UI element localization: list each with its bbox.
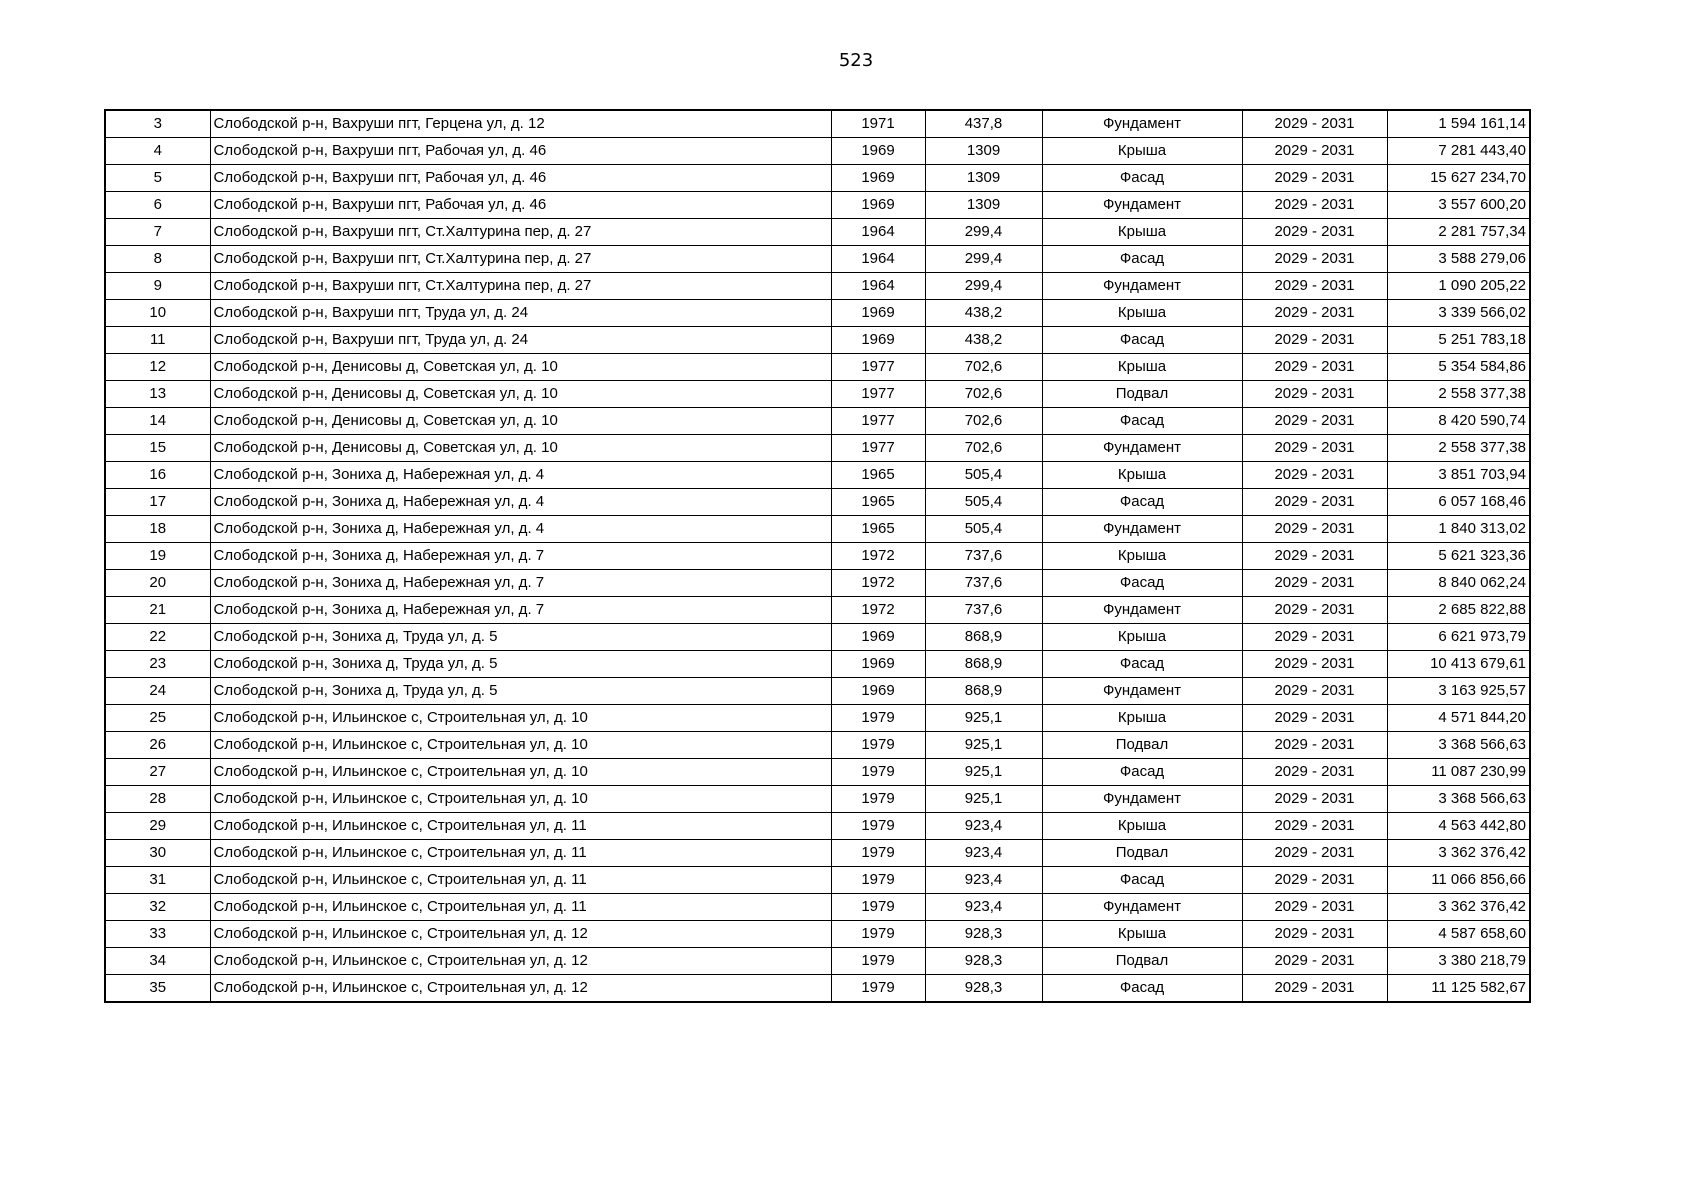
work-type-cell: Фасад (1042, 489, 1242, 516)
address-cell: Слободской р-н, Ильинское с, Строительная ул, д. 12 (210, 975, 831, 1003)
area-cell: 928,3 (925, 975, 1042, 1003)
table-row (105, 408, 1530, 435)
address-cell: Слободской р-н, Зониха д, Набережная ул, д. 4 (210, 516, 831, 543)
cost-cell: 10 413 679,61 (1387, 651, 1530, 678)
period-cell: 2029 - 2031 (1242, 273, 1387, 300)
address-cell: Слободской р-н, Вахруши пгт, Труда ул, д. 24 (210, 300, 831, 327)
work-type-cell: Фасад (1042, 570, 1242, 597)
area-cell: 923,4 (925, 867, 1042, 894)
period-cell: 2029 - 2031 (1242, 813, 1387, 840)
period-cell: 2029 - 2031 (1242, 138, 1387, 165)
repair-schedule-table (104, 109, 1531, 1003)
address-cell: Слободской р-н, Вахруши пгт, Труда ул, д. 24 (210, 327, 831, 354)
address-cell: Слободской р-н, Денисовы д, Советская ул, д. 10 (210, 435, 831, 462)
area-cell: 299,4 (925, 246, 1042, 273)
row-number-cell: 26 (105, 732, 210, 759)
address-cell: Слободской р-н, Ильинское с, Строительная ул, д. 10 (210, 786, 831, 813)
period-cell: 2029 - 2031 (1242, 624, 1387, 651)
cost-cell: 7 281 443,40 (1387, 138, 1530, 165)
area-cell: 923,4 (925, 894, 1042, 921)
work-type-cell: Фундамент (1042, 516, 1242, 543)
address-cell: Слободской р-н, Зониха д, Набережная ул, д. 4 (210, 489, 831, 516)
build-year-cell: 1969 (831, 624, 925, 651)
table-row (105, 354, 1530, 381)
table-row (105, 300, 1530, 327)
address-cell: Слободской р-н, Зониха д, Набережная ул, д. 7 (210, 597, 831, 624)
work-type-cell: Крыша (1042, 624, 1242, 651)
address-cell: Слободской р-н, Ильинское с, Строительная ул, д. 10 (210, 705, 831, 732)
row-number-cell: 19 (105, 543, 210, 570)
work-type-cell: Фасад (1042, 651, 1242, 678)
row-number-cell: 11 (105, 327, 210, 354)
period-cell: 2029 - 2031 (1242, 975, 1387, 1003)
period-cell: 2029 - 2031 (1242, 165, 1387, 192)
address-cell: Слободской р-н, Вахруши пгт, Ст.Халтурина пер, д. 27 (210, 246, 831, 273)
period-cell: 2029 - 2031 (1242, 192, 1387, 219)
period-cell: 2029 - 2031 (1242, 246, 1387, 273)
cost-cell: 3 362 376,42 (1387, 894, 1530, 921)
table-row (105, 435, 1530, 462)
table-row (105, 462, 1530, 489)
row-number-cell: 25 (105, 705, 210, 732)
build-year-cell: 1969 (831, 165, 925, 192)
table-row (105, 678, 1530, 705)
work-type-cell: Крыша (1042, 921, 1242, 948)
period-cell: 2029 - 2031 (1242, 651, 1387, 678)
cost-cell: 6 057 168,46 (1387, 489, 1530, 516)
table-row (105, 813, 1530, 840)
area-cell: 299,4 (925, 273, 1042, 300)
work-type-cell: Крыша (1042, 543, 1242, 570)
table-row (105, 948, 1530, 975)
row-number-cell: 30 (105, 840, 210, 867)
work-type-cell: Фасад (1042, 246, 1242, 273)
work-type-cell: Фасад (1042, 408, 1242, 435)
area-cell: 868,9 (925, 651, 1042, 678)
work-type-cell: Подвал (1042, 840, 1242, 867)
row-number-cell: 14 (105, 408, 210, 435)
work-type-cell: Фасад (1042, 327, 1242, 354)
work-type-cell: Фундамент (1042, 192, 1242, 219)
row-number-cell: 12 (105, 354, 210, 381)
cost-cell: 11 087 230,99 (1387, 759, 1530, 786)
page-number: 523 (838, 50, 874, 71)
cost-cell: 5 354 584,86 (1387, 354, 1530, 381)
address-cell: Слободской р-н, Зониха д, Набережная ул, д. 4 (210, 462, 831, 489)
table-body (105, 110, 1530, 1002)
build-year-cell: 1972 (831, 597, 925, 624)
table-row (105, 165, 1530, 192)
row-number-cell: 8 (105, 246, 210, 273)
period-cell: 2029 - 2031 (1242, 597, 1387, 624)
row-number-cell: 13 (105, 381, 210, 408)
table-row (105, 543, 1530, 570)
build-year-cell: 1969 (831, 327, 925, 354)
address-cell: Слободской р-н, Денисовы д, Советская ул, д. 10 (210, 354, 831, 381)
area-cell: 925,1 (925, 732, 1042, 759)
address-cell: Слободской р-н, Ильинское с, Строительная ул, д. 10 (210, 732, 831, 759)
build-year-cell: 1979 (831, 894, 925, 921)
period-cell: 2029 - 2031 (1242, 759, 1387, 786)
period-cell: 2029 - 2031 (1242, 327, 1387, 354)
period-cell: 2029 - 2031 (1242, 219, 1387, 246)
work-type-cell: Крыша (1042, 705, 1242, 732)
area-cell: 868,9 (925, 678, 1042, 705)
cost-cell: 6 621 973,79 (1387, 624, 1530, 651)
address-cell: Слободской р-н, Зониха д, Труда ул, д. 5 (210, 651, 831, 678)
build-year-cell: 1972 (831, 543, 925, 570)
row-number-cell: 27 (105, 759, 210, 786)
area-cell: 1309 (925, 138, 1042, 165)
area-cell: 702,6 (925, 408, 1042, 435)
cost-cell: 2 558 377,38 (1387, 435, 1530, 462)
table-row (105, 840, 1530, 867)
build-year-cell: 1964 (831, 219, 925, 246)
cost-cell: 3 339 566,02 (1387, 300, 1530, 327)
address-cell: Слободской р-н, Вахруши пгт, Рабочая ул, д. 46 (210, 138, 831, 165)
row-number-cell: 22 (105, 624, 210, 651)
work-type-cell: Фундамент (1042, 597, 1242, 624)
build-year-cell: 1979 (831, 840, 925, 867)
table-row (105, 381, 1530, 408)
table-row (105, 624, 1530, 651)
area-cell: 437,8 (925, 110, 1042, 138)
build-year-cell: 1969 (831, 138, 925, 165)
address-cell: Слободской р-н, Зониха д, Набережная ул, д. 7 (210, 543, 831, 570)
work-type-cell: Фундамент (1042, 435, 1242, 462)
area-cell: 702,6 (925, 435, 1042, 462)
work-type-cell: Фундамент (1042, 110, 1242, 138)
work-type-cell: Фундамент (1042, 786, 1242, 813)
work-type-cell: Подвал (1042, 732, 1242, 759)
address-cell: Слободской р-н, Ильинское с, Строительная ул, д. 11 (210, 840, 831, 867)
row-number-cell: 17 (105, 489, 210, 516)
area-cell: 505,4 (925, 516, 1042, 543)
address-cell: Слободской р-н, Зониха д, Труда ул, д. 5 (210, 624, 831, 651)
build-year-cell: 1979 (831, 867, 925, 894)
address-cell: Слободской р-н, Ильинское с, Строительная ул, д. 11 (210, 813, 831, 840)
row-number-cell: 3 (105, 110, 210, 138)
area-cell: 737,6 (925, 570, 1042, 597)
table-row (105, 138, 1530, 165)
period-cell: 2029 - 2031 (1242, 948, 1387, 975)
area-cell: 505,4 (925, 462, 1042, 489)
work-type-cell: Фасад (1042, 759, 1242, 786)
period-cell: 2029 - 2031 (1242, 705, 1387, 732)
table-row (105, 273, 1530, 300)
build-year-cell: 1977 (831, 435, 925, 462)
work-type-cell: Крыша (1042, 813, 1242, 840)
table-row (105, 246, 1530, 273)
period-cell: 2029 - 2031 (1242, 732, 1387, 759)
row-number-cell: 20 (105, 570, 210, 597)
cost-cell: 4 563 442,80 (1387, 813, 1530, 840)
address-cell: Слободской р-н, Денисовы д, Советская ул, д. 10 (210, 381, 831, 408)
row-number-cell: 16 (105, 462, 210, 489)
build-year-cell: 1972 (831, 570, 925, 597)
work-type-cell: Крыша (1042, 462, 1242, 489)
table-row (105, 867, 1530, 894)
row-number-cell: 5 (105, 165, 210, 192)
area-cell: 438,2 (925, 327, 1042, 354)
work-type-cell: Фасад (1042, 867, 1242, 894)
table-row (105, 786, 1530, 813)
cost-cell: 5 251 783,18 (1387, 327, 1530, 354)
area-cell: 868,9 (925, 624, 1042, 651)
build-year-cell: 1977 (831, 381, 925, 408)
work-type-cell: Фасад (1042, 165, 1242, 192)
work-type-cell: Подвал (1042, 948, 1242, 975)
row-number-cell: 28 (105, 786, 210, 813)
address-cell: Слободской р-н, Вахруши пгт, Ст.Халтурина пер, д. 27 (210, 219, 831, 246)
cost-cell: 3 362 376,42 (1387, 840, 1530, 867)
table-row (105, 489, 1530, 516)
area-cell: 702,6 (925, 381, 1042, 408)
area-cell: 299,4 (925, 219, 1042, 246)
address-cell: Слободской р-н, Вахруши пгт, Рабочая ул, д. 46 (210, 165, 831, 192)
work-type-cell: Фундамент (1042, 678, 1242, 705)
build-year-cell: 1969 (831, 651, 925, 678)
table-row (105, 516, 1530, 543)
cost-cell: 4 587 658,60 (1387, 921, 1530, 948)
row-number-cell: 31 (105, 867, 210, 894)
address-cell: Слободской р-н, Ильинское с, Строительная ул, д. 11 (210, 867, 831, 894)
address-cell: Слободской р-н, Ильинское с, Строительная ул, д. 10 (210, 759, 831, 786)
cost-cell: 11 125 582,67 (1387, 975, 1530, 1003)
cost-cell: 2 685 822,88 (1387, 597, 1530, 624)
address-cell: Слободской р-н, Зониха д, Труда ул, д. 5 (210, 678, 831, 705)
build-year-cell: 1979 (831, 705, 925, 732)
row-number-cell: 18 (105, 516, 210, 543)
cost-cell: 15 627 234,70 (1387, 165, 1530, 192)
period-cell: 2029 - 2031 (1242, 786, 1387, 813)
table-row (105, 110, 1530, 138)
table-row (105, 570, 1530, 597)
period-cell: 2029 - 2031 (1242, 894, 1387, 921)
address-cell: Слободской р-н, Денисовы д, Советская ул, д. 10 (210, 408, 831, 435)
period-cell: 2029 - 2031 (1242, 516, 1387, 543)
row-number-cell: 34 (105, 948, 210, 975)
period-cell: 2029 - 2031 (1242, 840, 1387, 867)
work-type-cell: Фундамент (1042, 894, 1242, 921)
period-cell: 2029 - 2031 (1242, 110, 1387, 138)
address-cell: Слободской р-н, Вахруши пгт, Ст.Халтурина пер, д. 27 (210, 273, 831, 300)
table-row (105, 219, 1530, 246)
cost-cell: 3 163 925,57 (1387, 678, 1530, 705)
work-type-cell: Крыша (1042, 138, 1242, 165)
table-row (105, 975, 1530, 1003)
cost-cell: 1 090 205,22 (1387, 273, 1530, 300)
period-cell: 2029 - 2031 (1242, 867, 1387, 894)
table-row (105, 597, 1530, 624)
work-type-cell: Крыша (1042, 354, 1242, 381)
build-year-cell: 1969 (831, 192, 925, 219)
cost-cell: 3 368 566,63 (1387, 732, 1530, 759)
area-cell: 737,6 (925, 597, 1042, 624)
area-cell: 1309 (925, 192, 1042, 219)
table-row (105, 192, 1530, 219)
area-cell: 928,3 (925, 921, 1042, 948)
build-year-cell: 1971 (831, 110, 925, 138)
period-cell: 2029 - 2031 (1242, 543, 1387, 570)
period-cell: 2029 - 2031 (1242, 921, 1387, 948)
row-number-cell: 32 (105, 894, 210, 921)
cost-cell: 4 571 844,20 (1387, 705, 1530, 732)
row-number-cell: 29 (105, 813, 210, 840)
address-cell: Слободской р-н, Вахруши пгт, Рабочая ул, д. 46 (210, 192, 831, 219)
cost-cell: 3 851 703,94 (1387, 462, 1530, 489)
cost-cell: 3 380 218,79 (1387, 948, 1530, 975)
cost-cell: 11 066 856,66 (1387, 867, 1530, 894)
build-year-cell: 1965 (831, 489, 925, 516)
build-year-cell: 1964 (831, 273, 925, 300)
area-cell: 702,6 (925, 354, 1042, 381)
table-row (105, 651, 1530, 678)
area-cell: 438,2 (925, 300, 1042, 327)
period-cell: 2029 - 2031 (1242, 462, 1387, 489)
cost-cell: 3 368 566,63 (1387, 786, 1530, 813)
table-row (105, 894, 1530, 921)
row-number-cell: 10 (105, 300, 210, 327)
cost-cell: 1 594 161,14 (1387, 110, 1530, 138)
cost-cell: 3 557 600,20 (1387, 192, 1530, 219)
row-number-cell: 15 (105, 435, 210, 462)
area-cell: 925,1 (925, 705, 1042, 732)
area-cell: 737,6 (925, 543, 1042, 570)
work-type-cell: Крыша (1042, 300, 1242, 327)
build-year-cell: 1969 (831, 678, 925, 705)
build-year-cell: 1979 (831, 759, 925, 786)
period-cell: 2029 - 2031 (1242, 570, 1387, 597)
address-cell: Слободской р-н, Ильинское с, Строительная ул, д. 12 (210, 921, 831, 948)
row-number-cell: 4 (105, 138, 210, 165)
cost-cell: 8 840 062,24 (1387, 570, 1530, 597)
build-year-cell: 1965 (831, 462, 925, 489)
cost-cell: 5 621 323,36 (1387, 543, 1530, 570)
area-cell: 923,4 (925, 840, 1042, 867)
period-cell: 2029 - 2031 (1242, 354, 1387, 381)
row-number-cell: 7 (105, 219, 210, 246)
area-cell: 928,3 (925, 948, 1042, 975)
area-cell: 1309 (925, 165, 1042, 192)
address-cell: Слободской р-н, Зониха д, Набережная ул, д. 7 (210, 570, 831, 597)
build-year-cell: 1979 (831, 813, 925, 840)
area-cell: 923,4 (925, 813, 1042, 840)
table-row (105, 759, 1530, 786)
table-row (105, 921, 1530, 948)
area-cell: 505,4 (925, 489, 1042, 516)
address-cell: Слободской р-н, Ильинское с, Строительная ул, д. 12 (210, 948, 831, 975)
build-year-cell: 1969 (831, 300, 925, 327)
build-year-cell: 1979 (831, 732, 925, 759)
build-year-cell: 1979 (831, 786, 925, 813)
address-cell: Слободской р-н, Вахруши пгт, Герцена ул, д. 12 (210, 110, 831, 138)
row-number-cell: 24 (105, 678, 210, 705)
period-cell: 2029 - 2031 (1242, 678, 1387, 705)
build-year-cell: 1964 (831, 246, 925, 273)
work-type-cell: Фундамент (1042, 273, 1242, 300)
row-number-cell: 35 (105, 975, 210, 1003)
work-type-cell: Подвал (1042, 381, 1242, 408)
area-cell: 925,1 (925, 786, 1042, 813)
row-number-cell: 23 (105, 651, 210, 678)
table-row (105, 705, 1530, 732)
area-cell: 925,1 (925, 759, 1042, 786)
build-year-cell: 1979 (831, 975, 925, 1003)
cost-cell: 2 281 757,34 (1387, 219, 1530, 246)
table-row (105, 327, 1530, 354)
build-year-cell: 1965 (831, 516, 925, 543)
build-year-cell: 1979 (831, 948, 925, 975)
work-type-cell: Крыша (1042, 219, 1242, 246)
cost-cell: 1 840 313,02 (1387, 516, 1530, 543)
work-type-cell: Фасад (1042, 975, 1242, 1003)
row-number-cell: 9 (105, 273, 210, 300)
address-cell: Слободской р-н, Ильинское с, Строительная ул, д. 11 (210, 894, 831, 921)
build-year-cell: 1977 (831, 408, 925, 435)
row-number-cell: 6 (105, 192, 210, 219)
period-cell: 2029 - 2031 (1242, 489, 1387, 516)
cost-cell: 3 588 279,06 (1387, 246, 1530, 273)
row-number-cell: 33 (105, 921, 210, 948)
period-cell: 2029 - 2031 (1242, 435, 1387, 462)
table-row (105, 732, 1530, 759)
period-cell: 2029 - 2031 (1242, 300, 1387, 327)
cost-cell: 8 420 590,74 (1387, 408, 1530, 435)
build-year-cell: 1979 (831, 921, 925, 948)
row-number-cell: 21 (105, 597, 210, 624)
cost-cell: 2 558 377,38 (1387, 381, 1530, 408)
build-year-cell: 1977 (831, 354, 925, 381)
period-cell: 2029 - 2031 (1242, 381, 1387, 408)
period-cell: 2029 - 2031 (1242, 408, 1387, 435)
